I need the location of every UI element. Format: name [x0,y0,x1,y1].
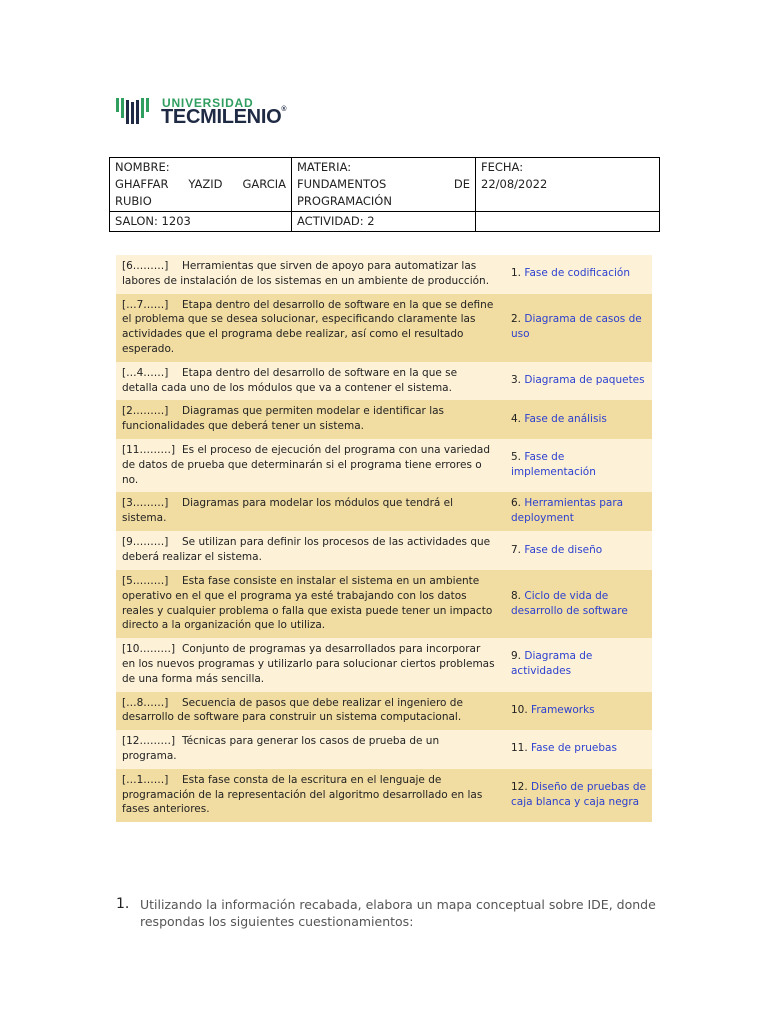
row-option-number: 8. [511,589,522,602]
row-description: Secuencia de pasos que debe realizar el ingeniero de desarrollo de software para construir un sistema computacional. [122,696,463,724]
actividad-cell: ACTIVIDAD: 2 [292,212,476,232]
matching-row [116,638,652,691]
row-option-number: 5. [511,451,522,464]
row-option-cell [501,362,652,401]
row-option-text: Fase de codificación [524,267,630,280]
row-description-cell [116,492,501,531]
row-description: Esta fase consta de la escritura en el lenguaje de programación de la representación del algoritmo desarrollado en las fases anteriores. [122,773,483,816]
row-description-cell [116,638,501,691]
row-description: Diagramas que permiten modelar e identificar las funcionalidades que deberá tener un sistema. [122,405,445,433]
row-option-number: 10. [511,703,528,716]
row-option-cell [501,531,652,570]
row-option-number: 12. [511,780,528,793]
row-option-text: Fase de pruebas [531,742,617,755]
info-row-main [110,158,660,212]
row-description-cell [116,294,501,362]
row-description-cell [116,531,501,570]
row-description: Etapa dentro del desarrollo de software en la que se define el problema que se desea solucionar, especificando claramente las actividades que el programa debe realizar, así como el resultado esperado. [122,298,494,355]
row-option-text: Herramientas para deployment [511,497,624,525]
row-option-text: Fase de implementación [511,451,596,479]
row-description-cell [116,730,501,769]
info-row-secondary [110,212,660,232]
row-answer: [3………] [122,497,169,510]
row-answer: […4……] [122,366,169,379]
fecha-cell [476,158,660,212]
university-logo [116,96,316,130]
row-description: Diagramas para modelar los módulos que tendrá el sistema. [122,497,454,525]
question-text: Utilizando la información recabada, elabora un mapa conceptual sobre IDE, donde respondas los siguientes cuestionamientos: [140,897,656,929]
row-description: Técnicas para generar los casos de prueba de un programa. [122,735,440,762]
matching-row [116,531,652,570]
row-answer: […8……] [122,696,169,709]
row-answer: […7……] [122,298,169,311]
row-answer: [11………] [122,443,176,456]
matching-row [116,570,652,638]
row-option-text: Frameworks [531,703,595,716]
row-option-text: Ciclo de vida de desarrollo de software [511,589,628,617]
matching-row [116,400,652,439]
matching-row [116,439,652,492]
matching-row [116,255,652,294]
row-answer: [10………] [122,643,176,656]
row-description-cell [116,362,501,401]
row-option-text: Fase de diseño [524,543,603,556]
matching-row [116,362,652,401]
row-option-cell [501,255,652,294]
row-option-text: Diagrama de paquetes [524,374,645,387]
matching-row [116,294,652,362]
row-description-cell [116,255,501,294]
row-option-cell [501,294,652,362]
row-option-number: 4. [511,412,522,425]
row-answer: [2………] [122,405,169,418]
nombre-value-line1: GHAFFAR YAZID GARCIA [115,177,286,191]
row-description-cell [116,570,501,638]
row-answer: [5………] [122,574,169,587]
row-option-number: 11. [511,742,528,755]
nombre-value-line2: RUBIO [115,194,152,208]
row-description: Esta fase consiste en instalar el sistema en un ambiente operativo en el que el programa ya esté trabajando con los datos reales y cualquier problema o falla que exista puede tener un impacto directo a la organización que lo utiliza. [122,574,493,632]
row-answer: [9………] [122,536,169,549]
row-option-cell [501,769,652,822]
row-option-text: Diagrama de casos de uso [511,313,642,341]
fecha-value: 22/08/2022 [481,177,548,191]
row-option-number: 3. [511,374,522,387]
materia-cell [292,158,476,212]
materia-value-line2: PROGRAMACIÓN [297,194,392,208]
row-answer: [12………] [122,735,176,748]
row-option-text: Diagrama de actividades [511,650,593,678]
row-description: Conjunto de programas ya desarrollados para incorporar en los nuevos programas y utilizarlo para solucionar ciertos problemas de una forma más sencilla. [122,643,495,685]
row-description: Etapa dentro del desarrollo de software en la que se detalla cada uno de los módulos que va a contener el sistema. [122,366,458,394]
row-answer: […1……] [122,773,169,786]
row-description-cell [116,400,501,439]
row-option-cell [501,439,652,492]
row-option-number: 7. [511,543,522,556]
row-option-text: Fase de análisis [524,412,607,425]
row-description: Se utilizan para definir los procesos de las actividades que deberá realizar el sistema. [122,536,491,564]
matching-row [116,492,652,531]
row-option-cell [501,638,652,691]
row-description: Es el proceso de ejecución del programa con una variedad de datos de prueba que determinarán si el programa tiene errores o no. [122,443,490,486]
row-option-cell [501,730,652,769]
row-description-cell [116,769,501,822]
row-description-cell [116,692,501,731]
logo-tecmilenio-text: TECMILENIO® [161,106,287,128]
nombre-cell [110,158,292,212]
row-option-number: 6. [511,497,522,510]
question-number: 1. [116,896,130,912]
nombre-label: NOMBRE: [115,160,170,174]
row-option-cell [501,692,652,731]
materia-label: MATERIA: [297,160,352,174]
empty-cell [476,212,660,232]
logo-university-text: UNIVERSIDAD [162,96,254,110]
salon-cell: SALON: 1203 [110,212,292,232]
logo-mark-icon [116,98,158,126]
row-description: Herramientas que sirven de apoyo para automatizar las labores de instalación de los sistemas en un ambiente de producción. [122,260,490,287]
row-option-cell [501,570,652,638]
matching-row [116,769,652,822]
row-option-number: 1. [511,267,522,280]
question-item [116,896,656,930]
student-info-table [109,157,660,232]
row-answer: [6………] [122,260,169,272]
matching-table [116,255,652,822]
row-description-cell [116,439,501,492]
row-option-number: 9. [511,650,522,663]
fecha-label: FECHA: [481,160,524,174]
row-option-number: 2. [511,313,522,326]
row-option-cell [501,492,652,531]
row-option-text: Diseño de pruebas de caja blanca y caja negra [511,780,646,808]
matching-row [116,692,652,731]
materia-value-line1: FUNDAMENTOS DE [297,177,470,191]
row-option-cell [501,400,652,439]
matching-row [116,730,652,769]
